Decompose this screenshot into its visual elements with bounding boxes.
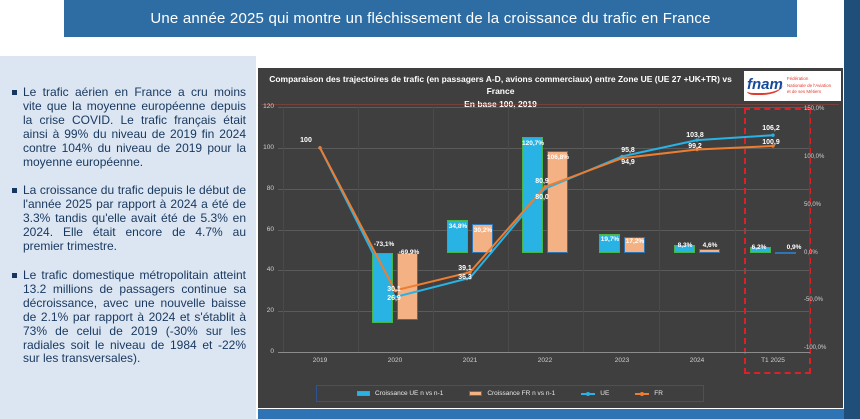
commentary-panel	[0, 56, 256, 419]
chart-title-line1: Comparaison des trajectoires de trafic (en passagers A-D, avions commerciaux) entre Zone UE (UE 27 +UK+TR) vs France	[269, 74, 732, 97]
right-accent-strip	[844, 0, 860, 419]
point-fr	[543, 185, 546, 188]
line-fr	[320, 146, 773, 291]
left-axis-tick: 20	[266, 307, 274, 315]
bottom-accent-strip	[258, 409, 844, 419]
x-axis-category: 2024	[689, 357, 705, 364]
left-axis-tick: 120	[263, 103, 274, 110]
x-axis-category: T1 2025	[761, 357, 785, 364]
right-axis-tick: 150,0%	[804, 105, 825, 112]
right-axis-tick: -100,0%	[804, 345, 827, 352]
x-axis-category: 2023	[614, 357, 630, 364]
bar-label: 19,7%	[600, 236, 620, 243]
bullet-text: La croissance du trafic depuis le début de l'année 2025 par rapport à 2024 a été de 3.3% tandis qu'elle avait été de 5.3% en 2024. Elle était encore de 4.7% au premier trimestre.	[23, 183, 246, 254]
bar-label: 30,2%	[473, 227, 493, 234]
bullet-square-icon	[12, 273, 17, 278]
x-axis-category: 2021	[462, 357, 478, 364]
point-label-ue: 103,8	[686, 132, 704, 139]
bullet-item	[10, 269, 246, 366]
right-axis-tick: 100,0%	[804, 153, 825, 160]
point-ue	[771, 134, 774, 137]
point-label-ue: 26,9	[387, 295, 401, 302]
bar-label: 0,9%	[786, 244, 802, 251]
slide-title: Une année 2025 qui montre un fléchissement de la croissance du trafic en France	[150, 10, 711, 27]
bullet-text: Le trafic aérien en France a cru moins vite que la moyenne européenne depuis la crise COVID. Le trafic français était ainsi à 99% du niveau de 2019 fin 2024 contre 104% du niveau de 2019 pour la moyenne européenne.	[23, 85, 246, 169]
x-axis-category: 2022	[537, 357, 553, 364]
traffic-comparison-chart	[258, 68, 843, 408]
left-axis-tick: 100	[263, 143, 274, 151]
fnam-logo-tagline: Fédération Nationale de l'Aviation et de ses Métiers	[786, 75, 832, 95]
bar-label: -69,9%	[398, 249, 420, 256]
bar-label: 106,8%	[546, 154, 570, 161]
bar-label: 17,2%	[625, 238, 645, 245]
legend-label: Croissance UE n vs n-1	[375, 390, 444, 397]
point-fr	[318, 146, 321, 149]
x-axis-category: 2019	[312, 357, 328, 364]
point-label-fr: 80,9	[535, 178, 549, 185]
point-label-fr: 100,9	[762, 139, 780, 146]
legend-label: FR	[654, 390, 663, 397]
legend-label: Croissance FR n vs n-1	[487, 390, 556, 397]
point-label-ue: 36,3	[458, 274, 472, 281]
bullet-item	[10, 86, 246, 169]
left-axis-tick: 60	[266, 225, 274, 233]
bullet-square-icon	[12, 188, 17, 193]
point-label-fr: 30,1	[387, 286, 401, 293]
left-axis-tick: 0	[270, 348, 274, 355]
legend-label: UE	[600, 390, 610, 397]
bullet-text: Le trafic domestique métropolitain atteint 13.2 millions de passagers continue sa décroissance, avec une nouvelle baisse de 2.1% par rapport à 2024 et s'établit à 73% de celui de 2019 (-30% sur les radiales soit le niveau de 1984 et -22% sur les transversales).	[23, 267, 246, 366]
point-label-ue: 80,0	[535, 194, 549, 201]
point-label-fr: 94,9	[621, 159, 635, 166]
bullet-item	[10, 184, 246, 254]
bar-label: 4,6%	[702, 242, 718, 249]
slide-title-banner	[64, 0, 797, 37]
x-axis-category: 2020	[387, 357, 403, 364]
bar-label: 120,7%	[521, 140, 545, 147]
right-axis-tick: 50,0%	[804, 201, 822, 208]
right-axis-tick: 0,0%	[804, 249, 818, 256]
line-ue	[320, 135, 773, 297]
point-label-ue: 106,2	[762, 125, 780, 132]
bar-label: 6,2%	[751, 244, 767, 251]
bar-label: -73,1%	[373, 241, 395, 248]
bullet-square-icon	[12, 90, 17, 95]
point-label-fr: 39,1	[458, 265, 472, 272]
bar-label: 8,3%	[677, 242, 693, 249]
point-label-ue: 100	[300, 137, 312, 144]
bar-label: 34,8%	[448, 223, 468, 230]
fnam-logo-wordmark: fnam	[747, 76, 783, 93]
point-label-ue: 95,8	[621, 147, 635, 154]
trend-lines	[258, 68, 843, 408]
right-axis-tick: -50,0%	[804, 297, 824, 304]
point-label-fr: 99,2	[688, 143, 702, 150]
left-axis-tick: 80	[266, 184, 274, 192]
left-axis-tick: 40	[266, 266, 274, 274]
